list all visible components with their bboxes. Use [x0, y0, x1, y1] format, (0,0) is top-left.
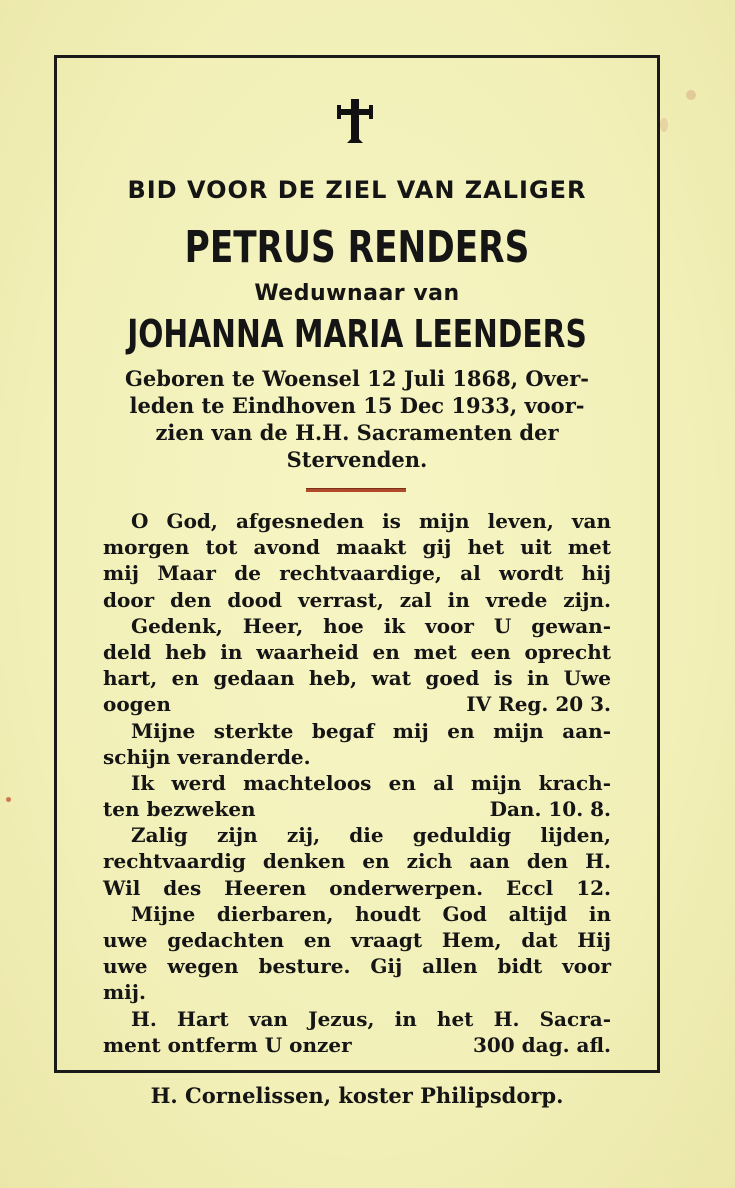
scripture-reference: Dan. 10. 8. — [489, 797, 611, 822]
printer-credit: H. Cornelissen, koster Philipsdorp. — [150, 1083, 564, 1108]
bio-line: zien van de H.H. Sacramenten der — [155, 420, 559, 445]
prayer-heading: BID VOOR DE ZIEL VAN ZALIGER — [127, 176, 587, 204]
prayer-line: Wil des Heeren onderwerpen. Eccl 12. — [103, 875, 611, 900]
prayer-line: mij Maar de rechtvaardige, al wordt hij — [103, 561, 611, 586]
prayer-line: H. Hart van Jezus, in het H. Sacra- — [131, 1006, 611, 1031]
deceased-name: PETRUS RENDERS — [184, 222, 530, 273]
age-spot — [686, 90, 696, 100]
age-spot — [660, 118, 668, 132]
scripture-reference: IV Reg. 20 3. — [466, 692, 611, 717]
bio-line: leden te Eindhoven 15 Dec 1933, voor- — [129, 393, 585, 418]
prayer-line — [103, 796, 611, 822]
prayer-line: hart, en gedaan heb, wat goed is in Uwe — [103, 666, 611, 691]
prayer-line: mij. — [103, 980, 146, 1005]
prayer-line: uwe wegen besture. Gij allen bidt voor — [103, 954, 611, 979]
prayer-line: Mijne sterkte begaf mij en mijn aan- — [131, 718, 611, 743]
prayer-line: uwe gedachten en vraagt Hem, dat Hij — [103, 928, 611, 952]
prayer-text — [103, 508, 611, 1058]
divider-rule — [306, 488, 406, 492]
spouse-name: JOHANNA MARIA LEENDERS — [127, 312, 587, 356]
indulgence-note: 300 dag. afl. — [472, 1032, 611, 1057]
prayer-line: Mijne dierbaren, houdt God altijd in — [131, 901, 611, 926]
prayer-word: oogen — [103, 692, 171, 717]
prayer-word: ten bezweken — [103, 797, 256, 822]
relation-label: Weduwnaar van — [254, 281, 460, 306]
age-spot — [6, 797, 11, 802]
bio-line: Stervenden. — [286, 447, 428, 472]
prayer-line: Ik werd machteloos en al mijn krach- — [131, 770, 611, 795]
prayer-line: Zalig zijn zij, die geduldig lijden, — [131, 823, 611, 848]
prayer-line: morgen tot avond maakt gij het uit met — [103, 535, 611, 560]
prayer-line: Gedenk, Heer, hoe ik voor U gewan- — [131, 613, 611, 638]
bio-line: Geboren te Woensel 12 Juli 1868, Over- — [124, 366, 590, 391]
prayer-line: rechtvaardig denken en zich aan den H. — [103, 849, 611, 874]
prayer-line — [103, 691, 611, 717]
prayer-line — [103, 1032, 611, 1058]
cross-icon — [335, 97, 375, 145]
prayer-line: deld heb in waarheid en met een oprecht — [103, 639, 611, 664]
prayer-line: schijn veranderde. — [103, 744, 311, 769]
prayer-line: O God, afgesneden is mijn leven, van — [131, 509, 611, 533]
prayer-line: door den dood verrast, zal in vrede zijn. — [103, 587, 611, 612]
prayer-word: ment ontferm U onzer — [103, 1032, 352, 1057]
